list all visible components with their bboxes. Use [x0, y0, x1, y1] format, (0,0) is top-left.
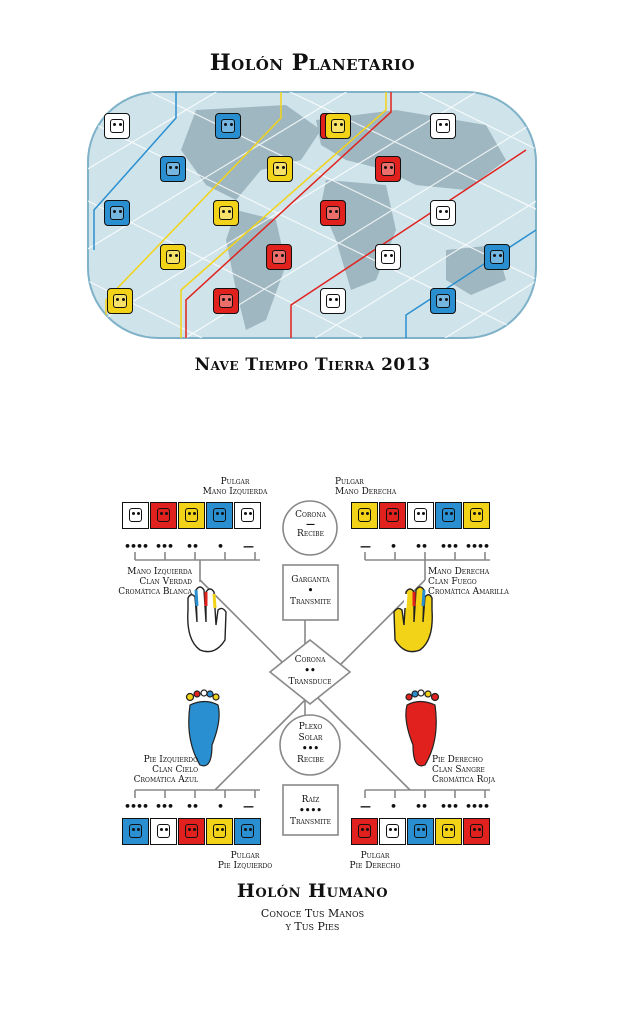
left-hand-dot-number: ••: [185, 540, 199, 553]
right-foot-thumb-label: Pulgar Pie Derecho: [349, 851, 401, 871]
left-foot-glyph-icon: [178, 818, 205, 845]
right-hand-dot-number: •••: [439, 540, 459, 553]
right-foot-dot-number: •••: [439, 800, 459, 813]
left-foot-desc: Pie Izquierdo Clan Cielo Cromática Azul: [133, 755, 198, 785]
right-hand-dot-number: ••••: [464, 540, 490, 553]
corona-mid-label: Corona •• Transduce: [288, 655, 332, 687]
corona-top-label: Corona — Recibe: [295, 510, 326, 539]
left-foot-glyph-icon: [206, 818, 233, 845]
left-hand-dot-number: •: [216, 540, 224, 553]
right-hand-glyph-icon: [379, 502, 406, 529]
raiz-label: Raíz •••• Transmite: [289, 795, 332, 827]
left-foot-thumb-label: Pulgar Pie Izquierdo: [217, 851, 273, 871]
right-foot-glyph-icon: [435, 818, 462, 845]
right-hand-glyph-icon: [463, 502, 490, 529]
planet-subtitle: Nave Tiempo Tierra 2013: [194, 355, 431, 375]
left-hand-glyph-icon: [206, 502, 233, 529]
left-hand-glyph-icon: [178, 502, 205, 529]
right-hand-dot-number: —: [360, 540, 370, 553]
right-hand-icon: [394, 587, 432, 652]
left-hand-dot-number: •••: [154, 540, 174, 553]
left-hand-glyph-icon: [122, 502, 149, 529]
right-foot-desc: Pie Derecho Clan Sangre Cromática Roja: [432, 755, 496, 785]
garganta-label: Garganta • Transmite: [289, 575, 332, 607]
plexo-label: Plexo Solar ••• Recibe: [297, 722, 324, 765]
left-foot-glyph-icon: [234, 818, 261, 845]
planet-title: Holón Planetario: [209, 50, 416, 76]
left-hand-glyph-icon: [150, 502, 177, 529]
right-foot-dot-number: —: [360, 800, 370, 813]
human-subtitle: Conoce Tus Manos y Tus Pies: [260, 907, 365, 933]
left-foot-dot-number: •: [216, 800, 224, 813]
left-foot-glyph-icon: [122, 818, 149, 845]
right-hand-desc: Mano Derecha Clan Fuego Cromática Amarilla: [428, 567, 509, 597]
left-hand-dot-number: ••••: [123, 540, 149, 553]
left-hand-glyph-icon: [234, 502, 261, 529]
right-foot-dot-number: ••••: [464, 800, 490, 813]
left-hand-thumb-label: Pulgar Mano Izquierda: [202, 477, 268, 497]
right-hand-glyph-icon: [351, 502, 378, 529]
right-hand-glyph-icon: [435, 502, 462, 529]
left-hand-desc: Mano Izquierda Clan Verdad Cromática Blanca: [118, 567, 192, 597]
left-foot-dot-number: ••••: [123, 800, 149, 813]
left-hand-dot-number: —: [243, 540, 253, 553]
right-hand-dot-number: ••: [414, 540, 428, 553]
left-hand-icon: [188, 587, 226, 652]
right-hand-dot-number: •: [389, 540, 397, 553]
left-foot-dot-number: ••: [185, 800, 199, 813]
left-foot-dot-number: —: [243, 800, 253, 813]
right-hand-thumb-label: Pulgar Mano Derecha: [335, 477, 397, 497]
right-foot-glyph-icon: [351, 818, 378, 845]
right-foot-dot-number: •: [389, 800, 397, 813]
left-foot-dot-number: •••: [154, 800, 174, 813]
right-foot-glyph-icon: [463, 818, 490, 845]
right-foot-glyph-icon: [407, 818, 434, 845]
right-foot-dot-number: ••: [414, 800, 428, 813]
right-hand-glyph-icon: [407, 502, 434, 529]
human-title: Holón Humano: [236, 880, 389, 902]
left-foot-glyph-icon: [150, 818, 177, 845]
right-foot-glyph-icon: [379, 818, 406, 845]
